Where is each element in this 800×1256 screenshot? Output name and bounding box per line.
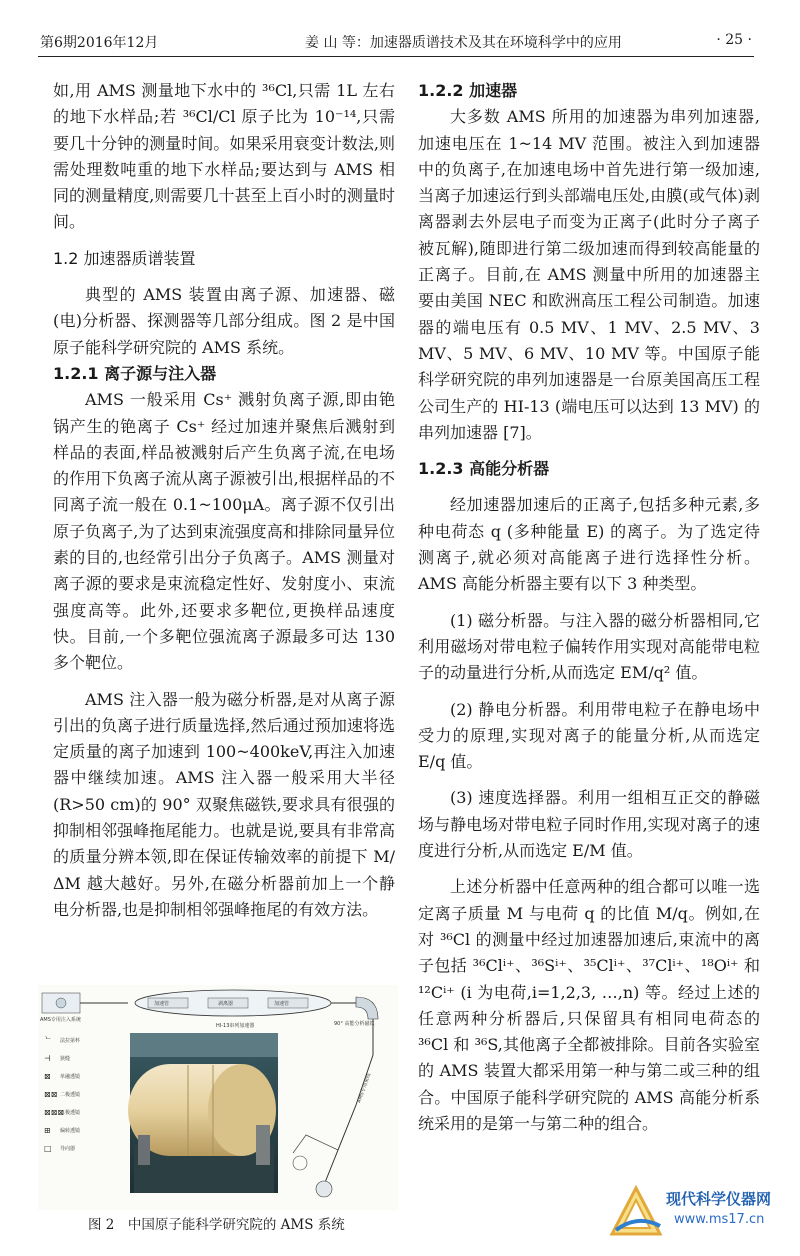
beamline-label: AMS专用束线 bbox=[356, 1072, 373, 1104]
subsection-heading: 1.2.2 加速器 bbox=[418, 81, 518, 100]
paragraph: (2) 静电分析器。利用带电粒子在静电场中受力的原理,实现对离子的能量分析,从而选定 E/q 值。 bbox=[418, 699, 760, 772]
watermark bbox=[608, 1184, 788, 1242]
triplet-lens-icon: ⊠⊠⊠ bbox=[44, 1108, 65, 1117]
accel-tube-label: 加速管 bbox=[154, 1001, 170, 1007]
site-logo-icon bbox=[608, 1184, 664, 1240]
accelerator-tank-outline bbox=[135, 990, 331, 1029]
legend-item: 二极透镜 bbox=[60, 1092, 81, 1098]
legend-item: 三极透镜 bbox=[60, 1110, 81, 1116]
faraday-cup-icon: ᄂ bbox=[44, 1036, 52, 1045]
hi13-label: HI-13串列加速器 bbox=[216, 1023, 255, 1029]
ams-system-figure bbox=[38, 985, 398, 1210]
paragraph: 经加速器加速后的正离子,包括多种元素,多种电荷态 q (多种能量 E) 的离子。为了选定待测离子,就必须对高能离子进行选择性分析。AMS 高能分析器主要有以下 3 种类型。 bbox=[418, 495, 760, 594]
paragraph: 如,用 AMS 测量地下水中的 ³⁶Cl,只需 1L 左右的地下水样品;若 ³⁶Cl/Cl 原子比为 10⁻¹⁴,只需要几十分钟的测量时间。如果采用衰变计数法,则需处理数吨重的地下水样品;要达到与 AMS 相同的测量精度,则需要几十甚至上百小时的测量时间。 bbox=[53, 81, 395, 232]
detector-icon bbox=[316, 1181, 332, 1197]
running-title: 姜 山 等：加速器质谱技术及其在环境科学中的应用 bbox=[305, 35, 622, 51]
legend-item: 单融透镜 bbox=[60, 1074, 81, 1080]
right-column bbox=[418, 78, 760, 1137]
slit-icon: ⊣ bbox=[44, 1054, 51, 1063]
injector-label: AMS专用注入系统 bbox=[40, 1017, 81, 1023]
legend-item: 导向器 bbox=[60, 1146, 76, 1152]
legend-item: 法拉第杯 bbox=[60, 1038, 81, 1044]
analyzing-magnet bbox=[293, 997, 378, 1197]
paragraph: AMS 一般采用 Cs⁺ 溅射负离子源,即由铯锅产生的铯离子 Cs⁺ 经过加速并聚焦后溅射到样品的表面,样品被溅射后产生负离子流,在电场的作用下负离子流从离子源被引出,根据样品的不同离子流一般在 0.1~100μA。离子源不仅引出原子负离子,为了达到束流强度高和排除同量异位素的目的,也经常引出分子负离子。AMS 测量对离子源的要求是束流稳定性好、发射度小、束流强度高等。此外,还要求多靶位,更换样品速度快。目前,一个多靶位强流离子源最多可达 130 多个靶位。 bbox=[53, 390, 395, 673]
injector-system bbox=[40, 993, 81, 1023]
left-column bbox=[53, 78, 395, 923]
einzel-lens-icon: ⊠ bbox=[44, 1072, 51, 1081]
steerer-icon: □ bbox=[44, 1144, 52, 1153]
legend-item: 狭缝 bbox=[60, 1056, 71, 1062]
paragraph: AMS 注入器一般为磁分析器,是对从离子源引出的负离子进行质量选择,然后通过预加速将选定质量的离子加速到 100~400keV,再注入加速器中继续加速。AMS 注入器一般采用大半径(R>50 cm)的 90° 双聚焦磁铁,要求具有很强的抑制相邻强峰拖尾能力。也就是说,要具有非常高的质量分辨本领,即在保证传输效率的前提下 M/ΔM 越大越好。另外,在磁分析器前加上一个静电分析器,也是抑制相邻强峰拖尾的有效方法。 bbox=[53, 689, 395, 919]
issue-info: 第6期2016年12月 bbox=[40, 35, 159, 51]
page-number: · 25 · bbox=[716, 32, 752, 48]
esa-icon bbox=[293, 1156, 307, 1170]
paragraph: (1) 磁分析器。与注入器的磁分析器相同,它利用磁场对带电粒子偏转作用实现对高能带电粒子的动量进行分析,从而选定 EM/q² 值。 bbox=[418, 610, 760, 683]
paragraph: (3) 速度选择器。利用一组相互正交的静磁场与静电场对带电粒子同时作用,实现对离子的速度进行分析,从而选定 E/M 值。 bbox=[418, 788, 760, 861]
ams-schematic bbox=[38, 985, 398, 1210]
deflector-icon: ⊞ bbox=[44, 1126, 51, 1135]
doublet-lens-icon: ⊠⊠ bbox=[44, 1090, 58, 1099]
header-rule bbox=[38, 56, 754, 57]
watermark-url: www.ms17.cn bbox=[674, 1212, 765, 1227]
section-heading: 1.2 加速器质谱装置 bbox=[53, 248, 196, 268]
figure-caption: 图 2 中国原子能科学研究院的 AMS 系统 bbox=[88, 1217, 345, 1233]
watermark-title: 现代科学仪器网 bbox=[666, 1190, 772, 1208]
running-header bbox=[40, 32, 752, 54]
figure-legend bbox=[44, 1036, 81, 1153]
accelerator-photo bbox=[128, 1033, 278, 1193]
legend-item: 偏转透镜 bbox=[60, 1128, 81, 1134]
paragraph: 上述分析器中任意两种的组合都可以唯一选定离子质量 M 与电荷 q 的比值 M/q。例如,在对 ³⁶Cl 的测量中经过加速器加速后,束流中的离子包括 ³⁶Clⁱ⁺、³⁶Sⁱ⁺、³⁵Clⁱ⁺、³⁷Clⁱ⁺、¹⁸Oⁱ⁺ 和 ¹²Cⁱ⁺ (i 为电荷,i=1,2,3, …,n) 等。经过上述的任意两种分析器后,只保留具有相同电荷态的 ³⁶Cl 和 ³⁶S,其他离子全都被排除。目前各实验室的 AMS 装置大都采用第一种与第二或三种的组合。中国原子能科学研究院的 AMS 高能分析系统采用的是第一与第二种的组合。 bbox=[418, 877, 760, 1133]
accel-tube-label-2: 加速管 bbox=[274, 1001, 290, 1007]
paragraph: 大多数 AMS 所用的加速器为串列加速器,加速电压在 1~14 MV 范围。被注入到加速器中的负离子,在加速电场中首先进行第一级加速,当离子加速运行到头部端电压处,由膜(或气体)剥离器剥去外层电子而变为正离子(此时分子离子被瓦解),随即进行第二级加速而得到较高能量的正离子。目前,在 AMS 测量中所用的加速器主要由美国 NEC 和欧洲高压工程公司制造。加速器的端电压有 0.5 MV、1 MV、2.5 MV、3 MV、5 MV、6 MV、10 MV 等。中国原子能科学研究院的串列加速器是一台原美国高压工程公司生产的 HI-13 (端电压可以达到 13 MV) 的串列加速器 [7]。 bbox=[418, 107, 760, 442]
subsection-heading: 1.2.1 离子源与注入器 bbox=[53, 363, 217, 383]
subsection-heading: 1.2.3 高能分析器 bbox=[418, 459, 550, 479]
paragraph: 典型的 AMS 装置由离子源、加速器、磁(电)分析器、探测器等几部分组成。图 2 是中国原子能科学研究院的 AMS 系统。 bbox=[53, 285, 395, 357]
magnet-label: 90° 高能分析磁铁 bbox=[334, 1021, 375, 1027]
stripper-label: 剥离器 bbox=[218, 1001, 234, 1007]
